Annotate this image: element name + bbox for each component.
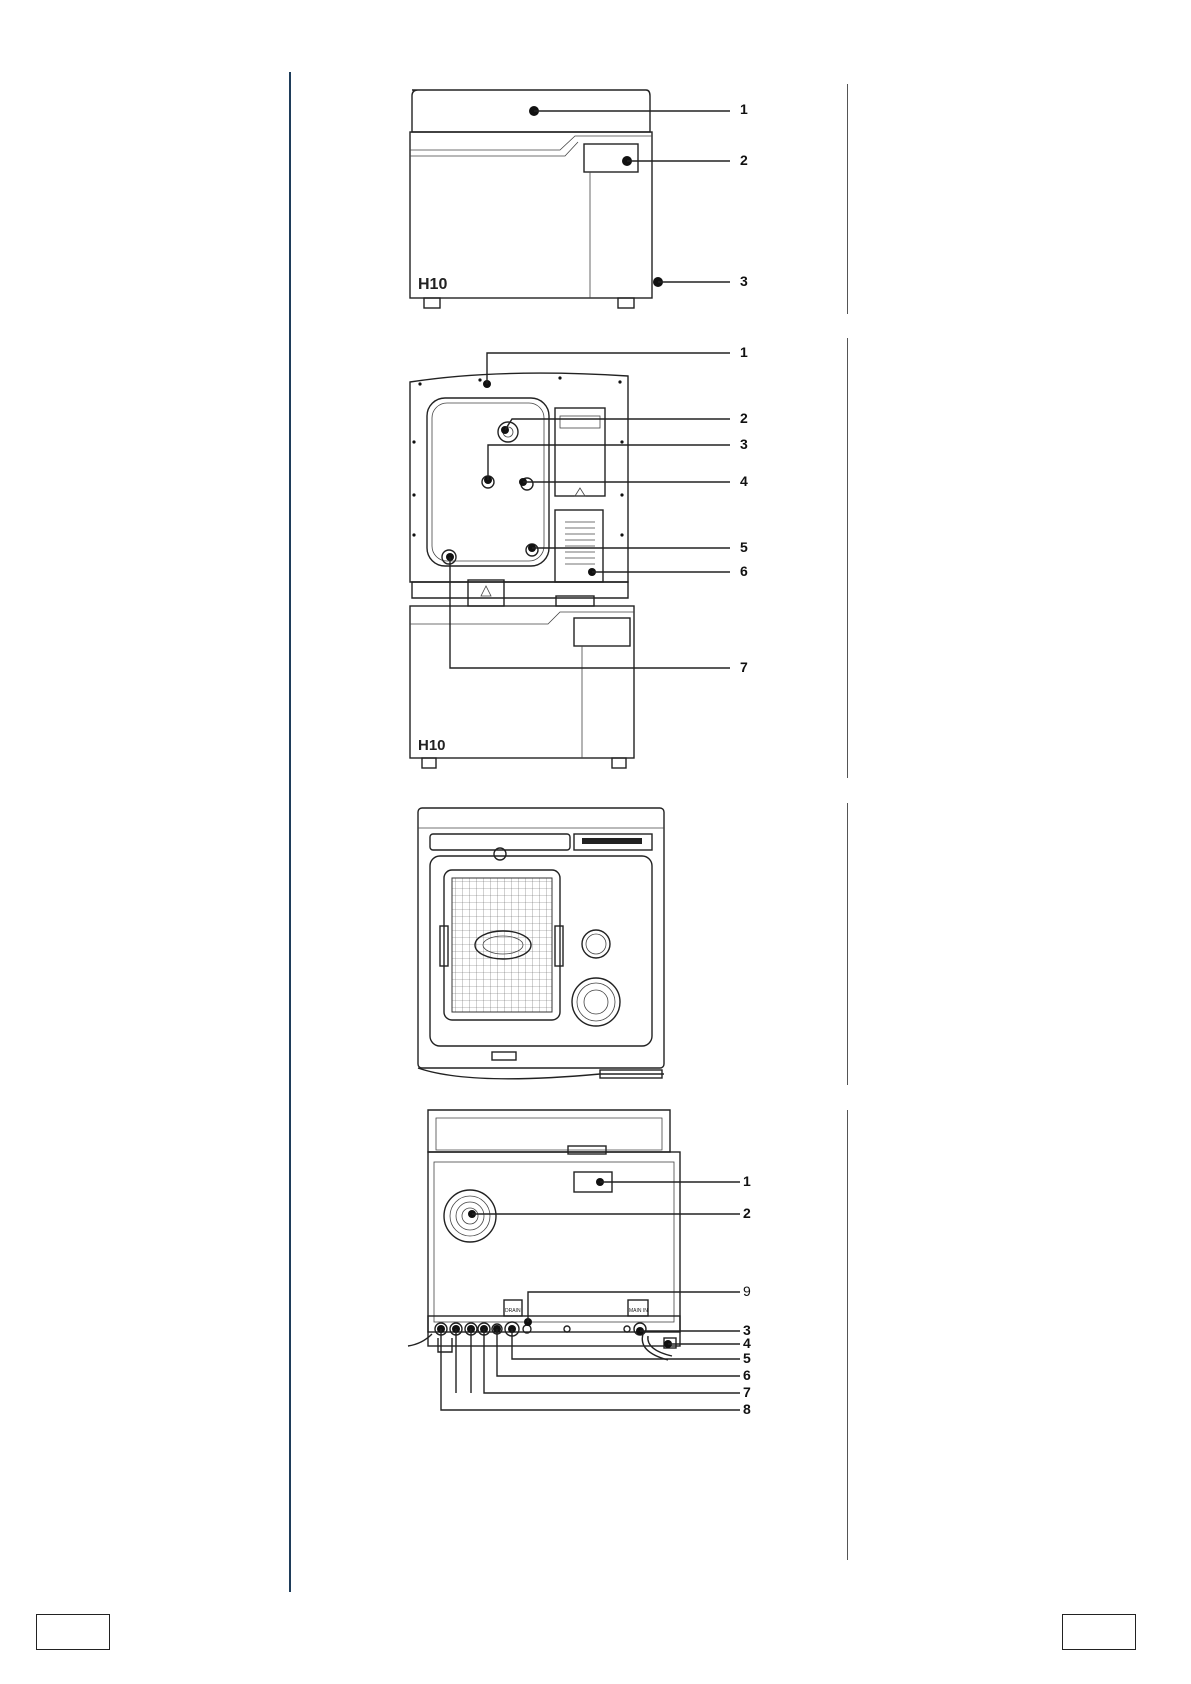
figure-rear-view bbox=[0, 1090, 1191, 1430]
rear-callout-3: 3 bbox=[743, 1322, 751, 1338]
figure-front-view bbox=[0, 0, 1191, 320]
open-lid-callout-1: 1 bbox=[740, 344, 748, 360]
open-lid-callout-5: 5 bbox=[740, 539, 748, 555]
rear-callout-2: 2 bbox=[743, 1205, 751, 1221]
front-callout-2: 2 bbox=[740, 152, 748, 168]
rear-callout-9: 9 bbox=[743, 1283, 751, 1299]
rear-callout-1: 1 bbox=[743, 1173, 751, 1189]
drain-label: DRAIN bbox=[505, 1308, 521, 1314]
open-lid-callout-4: 4 bbox=[740, 473, 748, 489]
rear-callout-6: 6 bbox=[743, 1367, 751, 1383]
front-view-drawing bbox=[0, 0, 1191, 320]
main-in-label: MAIN IN bbox=[629, 1308, 648, 1314]
rear-callout-7: 7 bbox=[743, 1384, 751, 1400]
figure-top-view bbox=[0, 790, 1191, 1090]
front-callout-3: 3 bbox=[740, 273, 748, 289]
open-lid-callout-3: 3 bbox=[740, 436, 748, 452]
front-brand-mark: H10 bbox=[418, 276, 448, 293]
rear-view-drawing bbox=[0, 1090, 1191, 1430]
rear-callout-8: 8 bbox=[743, 1401, 751, 1417]
front-callout-1: 1 bbox=[740, 101, 748, 117]
rear-callout-4: 4 bbox=[743, 1335, 751, 1351]
figure-open-lid-view bbox=[0, 320, 1191, 790]
open-lid-callout-6: 6 bbox=[740, 563, 748, 579]
page-number-right bbox=[1062, 1614, 1136, 1650]
rear-callout-5: 5 bbox=[743, 1350, 751, 1366]
open-lid-callout-7: 7 bbox=[740, 659, 748, 675]
top-view-drawing bbox=[0, 790, 1191, 1090]
open-lid-drawing bbox=[0, 320, 1191, 790]
page-number-left bbox=[36, 1614, 110, 1650]
open-lid-brand-mark: H10 bbox=[418, 737, 446, 754]
open-lid-callout-2: 2 bbox=[740, 410, 748, 426]
